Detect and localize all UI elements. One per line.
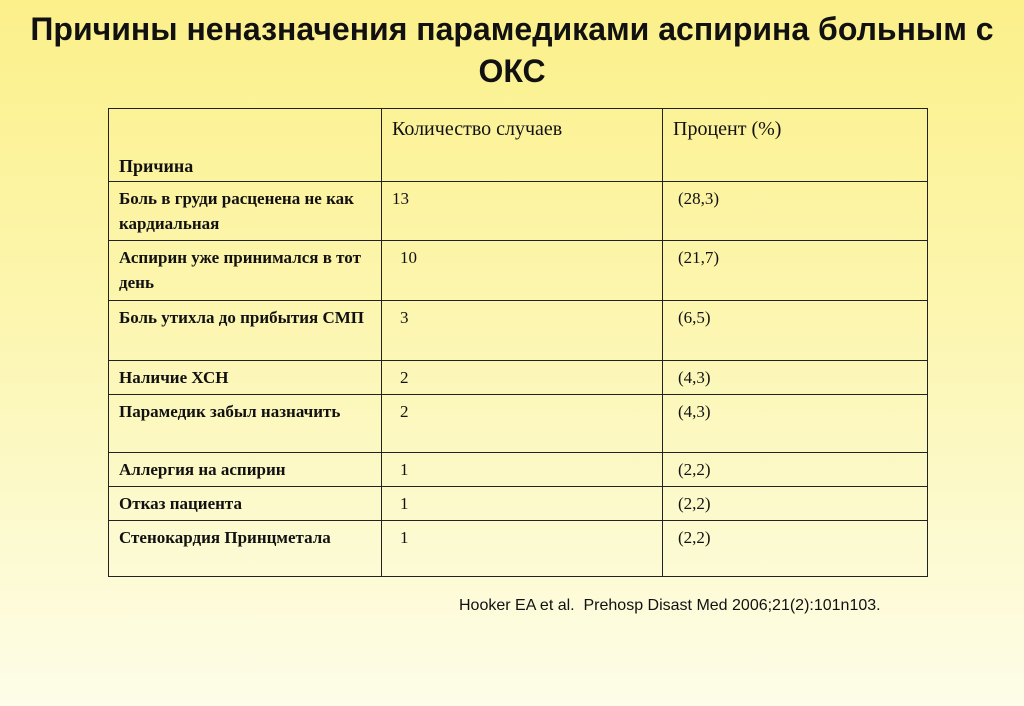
table-row <box>109 301 928 361</box>
cell-percent: (4,3) <box>663 395 928 453</box>
cell-reason: Боль в груди расценена не как кардиальная <box>109 182 382 241</box>
slide-title: Причины неназначения парамедиками аспирина больным с ОКС <box>30 11 994 89</box>
header-percent: Процент (%) <box>663 109 928 182</box>
cell-percent: (21,7) <box>663 241 928 301</box>
cell-reason: Аллергия на аспирин <box>109 453 382 487</box>
cell-reason: Боль утихла до прибытия СМП <box>109 301 382 361</box>
cell-percent: (4,3) <box>663 361 928 395</box>
table-row <box>109 361 928 395</box>
cell-reason: Стенокардия Принцметала <box>109 521 382 577</box>
cell-count: 1 <box>382 521 663 577</box>
table-row <box>109 487 928 521</box>
cell-percent: (6,5) <box>663 301 928 361</box>
table-header-row <box>109 109 928 182</box>
cell-reason: Наличие ХСН <box>109 361 382 395</box>
table-row <box>109 182 928 241</box>
cell-count: 2 <box>382 361 663 395</box>
cell-percent: (28,3) <box>663 182 928 241</box>
table-body <box>109 182 928 577</box>
cell-count: 3 <box>382 301 663 361</box>
reasons-table <box>108 108 928 577</box>
cell-count: 1 <box>382 487 663 521</box>
header-count: Количество случаев <box>382 109 663 182</box>
cell-reason: Аспирин уже принимался в тот день <box>109 241 382 301</box>
cell-reason: Отказ пациента <box>109 487 382 521</box>
header-reason: Причина <box>109 109 382 182</box>
cell-count: 10 <box>382 241 663 301</box>
cell-percent: (2,2) <box>663 487 928 521</box>
citation: Hooker EA et al. Prehosp Disast Med 2006;21(2):101n103. <box>459 597 881 614</box>
table-row <box>109 453 928 487</box>
cell-count: 2 <box>382 395 663 453</box>
cell-percent: (2,2) <box>663 453 928 487</box>
table-row <box>109 395 928 453</box>
cell-percent: (2,2) <box>663 521 928 577</box>
table-row <box>109 521 928 577</box>
cell-count: 13 <box>382 182 663 241</box>
cell-reason: Парамедик забыл назначить <box>109 395 382 453</box>
table-row <box>109 241 928 301</box>
cell-count: 1 <box>382 453 663 487</box>
